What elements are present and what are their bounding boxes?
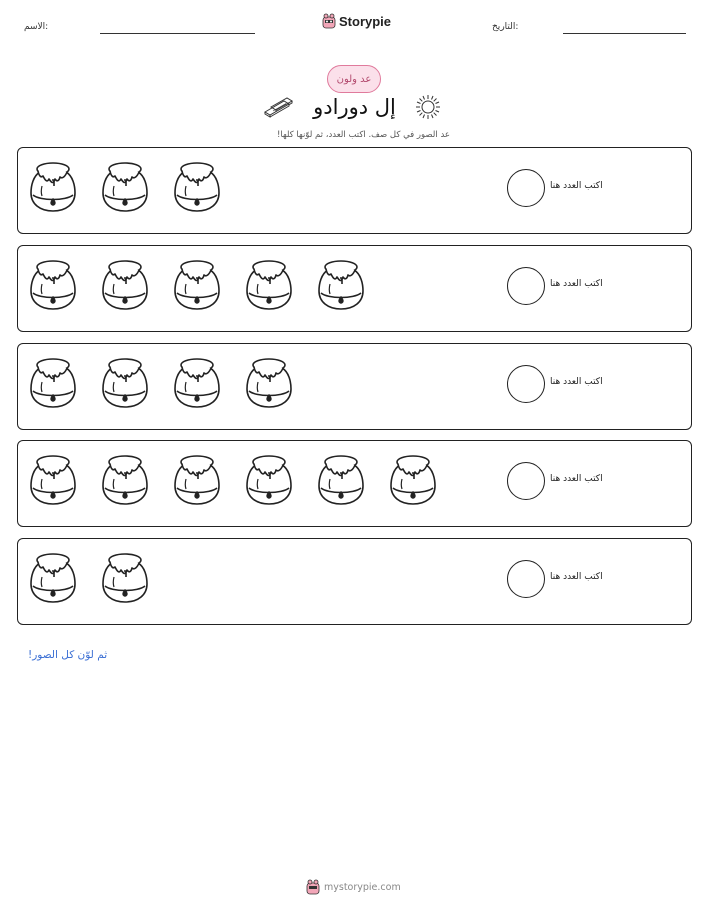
honey-pot-icon bbox=[28, 160, 78, 214]
honey-pot-icon bbox=[28, 356, 78, 410]
brand-name: Storypie bbox=[339, 13, 392, 29]
date-label: التاريخ: bbox=[492, 22, 519, 32]
storypie-mascot-icon bbox=[306, 879, 320, 895]
page-title: إل دورادو bbox=[313, 95, 396, 119]
honey-pot-icon bbox=[28, 551, 78, 605]
answer-circle[interactable] bbox=[507, 169, 545, 207]
date-line[interactable] bbox=[563, 33, 686, 34]
answer-circle[interactable] bbox=[507, 560, 545, 598]
answer-circle[interactable] bbox=[507, 462, 545, 500]
honey-pot-icon bbox=[244, 453, 294, 507]
honey-pot-icon bbox=[388, 453, 438, 507]
sun-icon bbox=[414, 93, 442, 121]
honey-pot-icon bbox=[172, 258, 222, 312]
storypie-mascot-icon bbox=[322, 13, 336, 29]
honey-pot-icon bbox=[100, 258, 150, 312]
honey-pot-icon bbox=[100, 551, 150, 605]
title-row bbox=[262, 92, 447, 122]
count-row bbox=[17, 245, 692, 332]
answer-circle[interactable] bbox=[507, 267, 545, 305]
honey-pot-icon bbox=[100, 453, 150, 507]
pot-group bbox=[28, 258, 366, 312]
honey-pot-icon bbox=[100, 356, 150, 410]
answer-label: اكتب العدد هنا bbox=[550, 279, 603, 289]
pot-group bbox=[28, 160, 222, 214]
honey-pot-icon bbox=[100, 160, 150, 214]
honey-pot-icon bbox=[244, 356, 294, 410]
count-row bbox=[17, 147, 692, 234]
honey-pot-icon bbox=[28, 258, 78, 312]
answer-label: اكتب العدد هنا bbox=[550, 181, 603, 191]
honey-pot-icon bbox=[244, 258, 294, 312]
honey-pot-icon bbox=[172, 356, 222, 410]
coloring-note: ثم لوّن كل الصور! bbox=[28, 649, 108, 661]
pot-group bbox=[28, 551, 150, 605]
answer-label: اكتب العدد هنا bbox=[550, 572, 603, 582]
name-label: الاسم: bbox=[24, 22, 49, 32]
answer-circle[interactable] bbox=[507, 365, 545, 403]
instructions: عد الصور في كل صف. اكتب العدد، ثم لوّنها كلها! bbox=[276, 130, 450, 140]
count-row bbox=[17, 440, 692, 527]
activity-badge: عد ولون bbox=[327, 65, 381, 93]
pot-group bbox=[28, 356, 294, 410]
brand-logo bbox=[322, 13, 391, 29]
answer-label: اكتب العدد هنا bbox=[550, 474, 603, 484]
answer-label: اكتب العدد هنا bbox=[550, 377, 603, 387]
count-row bbox=[17, 343, 692, 430]
honey-pot-icon bbox=[316, 258, 366, 312]
pot-group bbox=[28, 453, 438, 507]
footer-brand bbox=[306, 879, 401, 895]
name-line[interactable] bbox=[100, 33, 255, 34]
honey-pot-icon bbox=[28, 453, 78, 507]
count-row bbox=[17, 538, 692, 625]
honey-pot-icon bbox=[172, 453, 222, 507]
honey-pot-icon bbox=[316, 453, 366, 507]
honey-pot-icon bbox=[172, 160, 222, 214]
footer-url: mystorypie.com bbox=[324, 881, 401, 893]
